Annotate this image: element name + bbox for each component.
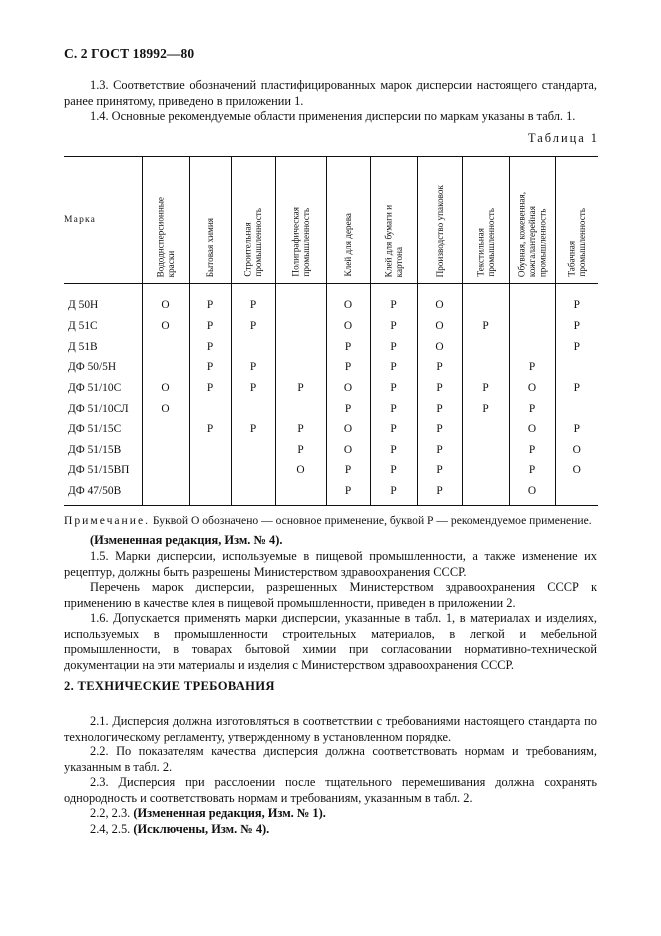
table-cell: Р — [555, 316, 598, 337]
table-cell: О — [326, 284, 370, 317]
table-cell: Р — [275, 378, 326, 399]
table-row — [64, 316, 598, 337]
paragraph-2-2-2-3-edit: 2.2, 2.3. (Измененная редакция, Изм. № 1). — [90, 806, 326, 820]
table-cell — [231, 481, 275, 506]
table-cell: О — [509, 419, 555, 440]
table-cell: Р — [326, 460, 370, 481]
table-cell — [142, 440, 189, 461]
table-cell: О — [326, 440, 370, 461]
table-cell: Р — [370, 378, 417, 399]
table-cell: Р — [231, 284, 275, 317]
paragraph-2-3: 2.3. Дисперсия при расслоении после тщательного перемешивания должна сохранять однородность и соответствовать нормам и требованиям, указанным в табл. 2. — [64, 775, 597, 805]
column-header: Обувная, кожевенная, кожгалантерейная промышленность — [509, 157, 555, 284]
table-cell — [189, 398, 231, 419]
table-cell — [189, 440, 231, 461]
table-cell — [275, 481, 326, 506]
table-cell: Р — [231, 357, 275, 378]
table-cell: О — [417, 316, 462, 337]
paragraph-1-4: 1.4. Основные рекомендуемые области применения дисперсии по маркам указаны в табл. 1. — [90, 109, 576, 123]
table-cell — [275, 357, 326, 378]
table-row — [64, 337, 598, 358]
table-cell: О — [326, 378, 370, 399]
table-cell — [142, 419, 189, 440]
table-cell: Р — [231, 316, 275, 337]
row-mark-cell: Д 51В — [68, 340, 98, 353]
table-cell: Р — [417, 357, 462, 378]
table-note — [64, 514, 592, 527]
table-cell: Р — [326, 481, 370, 506]
application-table — [64, 156, 598, 506]
table-cell: О — [509, 481, 555, 506]
table-cell: Р — [462, 378, 509, 399]
table-cell — [555, 357, 598, 378]
table-cell: Р — [417, 419, 462, 440]
table-header-row — [64, 157, 598, 284]
table-cell: Р — [231, 419, 275, 440]
row-mark-cell: ДФ 51/15С — [68, 423, 122, 436]
row-mark-cell: Д 50Н — [68, 299, 99, 311]
column-header: Текстильная промышленность — [462, 157, 509, 284]
table-cell: О — [417, 284, 462, 317]
paragraph-2-4-2-5-edit: 2.4, 2.5. (Исключены, Изм. № 4). — [90, 822, 270, 836]
row-mark-cell: ДФ 51/15В — [68, 443, 122, 456]
table-cell — [275, 284, 326, 317]
table-cell: Р — [370, 440, 417, 461]
table-row — [64, 440, 598, 461]
column-header: Вододнсперсионные краски — [142, 157, 189, 284]
table-cell: О — [417, 337, 462, 358]
row-mark-cell: Д 51С — [68, 320, 98, 333]
section-2-title: 2. ТЕХНИЧЕСКИЕ ТРЕБОВАНИЯ — [64, 679, 275, 693]
table-cell: Р — [189, 357, 231, 378]
row-mark-cell: ДФ 51/10С — [68, 382, 122, 395]
table-cell: Р — [462, 398, 509, 419]
table-cell: О — [326, 316, 370, 337]
column-header: Строительная промышленность — [231, 157, 275, 284]
table-cell — [231, 440, 275, 461]
table-row — [64, 357, 598, 378]
table-cell — [142, 337, 189, 358]
table-cell — [462, 460, 509, 481]
table-cell: Р — [370, 316, 417, 337]
table-cell: Р — [370, 337, 417, 358]
table-cell: Р — [370, 398, 417, 419]
paragraph-1-3: 1.3. Соответствие обозначений пластифицированных марок дисперсии настоящего стандарта, ранее принятому, приведено в приложении 1. — [64, 78, 597, 108]
note-label: Примечание. — [64, 514, 150, 527]
table-cell: О — [142, 378, 189, 399]
table-cell: Р — [370, 419, 417, 440]
table-cell: О — [555, 460, 598, 481]
table-cell — [509, 337, 555, 358]
table-caption: Таблица 1 — [528, 131, 599, 145]
table-cell: Р — [417, 460, 462, 481]
table-cell: Р — [370, 284, 417, 317]
table-cell: Р — [417, 378, 462, 399]
table-cell: Р — [231, 378, 275, 399]
table-cell: Р — [462, 316, 509, 337]
table-cell: Р — [417, 481, 462, 506]
table-cell: Р — [189, 378, 231, 399]
column-header: Бытовая химия — [189, 157, 231, 284]
table-cell: Р — [275, 419, 326, 440]
table-cell: О — [555, 440, 598, 461]
table-cell: Р — [417, 440, 462, 461]
row-mark-cell: ДФ 47/50В — [64, 481, 142, 506]
column-header: Табачная промышленность — [555, 157, 598, 284]
table-row — [64, 460, 598, 481]
table-cell: О — [142, 316, 189, 337]
table-cell: Р — [189, 316, 231, 337]
table-cell — [275, 316, 326, 337]
table-cell: Р — [417, 398, 462, 419]
table-cell — [275, 398, 326, 419]
table-cell: Р — [509, 440, 555, 461]
table-cell — [142, 481, 189, 506]
table-cell: Р — [555, 378, 598, 399]
table-row — [64, 419, 598, 440]
row-mark-cell: ДФ 51/10СЛ — [68, 402, 129, 415]
table-cell — [509, 284, 555, 317]
table-row — [64, 284, 598, 317]
table-cell — [462, 337, 509, 358]
table-cell: Р — [509, 398, 555, 419]
table-cell: Р — [370, 460, 417, 481]
table-cell — [231, 337, 275, 358]
table-cell — [462, 419, 509, 440]
table-cell — [555, 398, 598, 419]
table-cell: Р — [555, 284, 598, 317]
page-header: С. 2 ГОСТ 18992—80 — [64, 46, 195, 61]
table-cell: Р — [275, 440, 326, 461]
table-cell — [189, 460, 231, 481]
table-cell — [462, 440, 509, 461]
table-cell: Р — [509, 357, 555, 378]
edition-note-4: (Измененная редакция, Изм. № 4). — [90, 533, 283, 547]
table-cell: Р — [326, 357, 370, 378]
table-cell: Р — [326, 337, 370, 358]
paragraph-1-6: 1.6. Допускается применять марки дисперсии, указанные в табл. 1, в материалах и изделиях, используемых в промышленности строительных материалов, в легкой и мебельной промышленности, в товарах бытовой химии при согласовании нормативно-технической документации на эти материалы и изделия с Министерством здравоохранения СССР. — [64, 611, 597, 672]
table-cell: Р — [189, 419, 231, 440]
table-cell: О — [142, 398, 189, 419]
column-header: Полиграфическая промышленность — [275, 157, 326, 284]
table-cell: Р — [326, 398, 370, 419]
paragraph-1-5: 1.5. Марки дисперсии, используемые в пищевой промышленности, а также изменение их рецептур, должны быть разрешены Министерством здравоохранения СССР. — [64, 549, 597, 579]
table-cell: О — [275, 460, 326, 481]
table-cell — [231, 398, 275, 419]
table-cell — [462, 284, 509, 317]
column-header-marka: Марка — [64, 157, 142, 284]
table-body — [64, 284, 598, 506]
paragraph-2-1: 2.1. Дисперсия должна изготовляться в соответствии с требованиями настоящего стандарта по технологическому регламенту, утвержденному в установленном порядке. — [64, 714, 597, 744]
row-mark-cell: ДФ 51/15ВП — [68, 464, 130, 477]
paragraph-2-2: 2.2. По показателям качества дисперсия должна соответствовать нормам и требованиям, указанным в табл. 2. — [64, 744, 597, 774]
table-row — [64, 378, 598, 399]
table-cell: О — [509, 378, 555, 399]
table-cell — [189, 481, 231, 506]
table-cell: Р — [189, 284, 231, 317]
table-cell: Р — [509, 460, 555, 481]
column-header: Клей для бумаги и картона — [370, 157, 417, 284]
row-mark-cell: ДФ 50/5Н — [68, 361, 117, 374]
table-cell: Р — [555, 419, 598, 440]
table-cell — [462, 481, 509, 506]
table-cell — [462, 357, 509, 378]
table-row — [64, 398, 598, 419]
table-cell — [142, 357, 189, 378]
column-header: Производство упаковок — [417, 157, 462, 284]
table-cell — [142, 460, 189, 481]
table-cell — [275, 337, 326, 358]
note-text: Буквой О обозначено — основное применение, буквой Р — рекомендуемое применение. — [150, 514, 592, 527]
table-cell — [231, 460, 275, 481]
table-cell: Р — [370, 357, 417, 378]
table-row — [64, 481, 598, 506]
table-cell: Р — [370, 481, 417, 506]
table-cell — [555, 481, 598, 506]
table-cell: Р — [555, 337, 598, 358]
paragraph-1-5-list: Перечень марок дисперсии, разрешенных Министерством здравоохранения СССР к применению в качестве клея в пищевой промышленности, приведен в приложении 2. — [64, 580, 597, 610]
table-cell: Р — [189, 337, 231, 358]
column-header: Клей для дерева — [326, 157, 370, 284]
table-cell: О — [326, 419, 370, 440]
table-cell — [509, 316, 555, 337]
table-cell: О — [142, 284, 189, 317]
